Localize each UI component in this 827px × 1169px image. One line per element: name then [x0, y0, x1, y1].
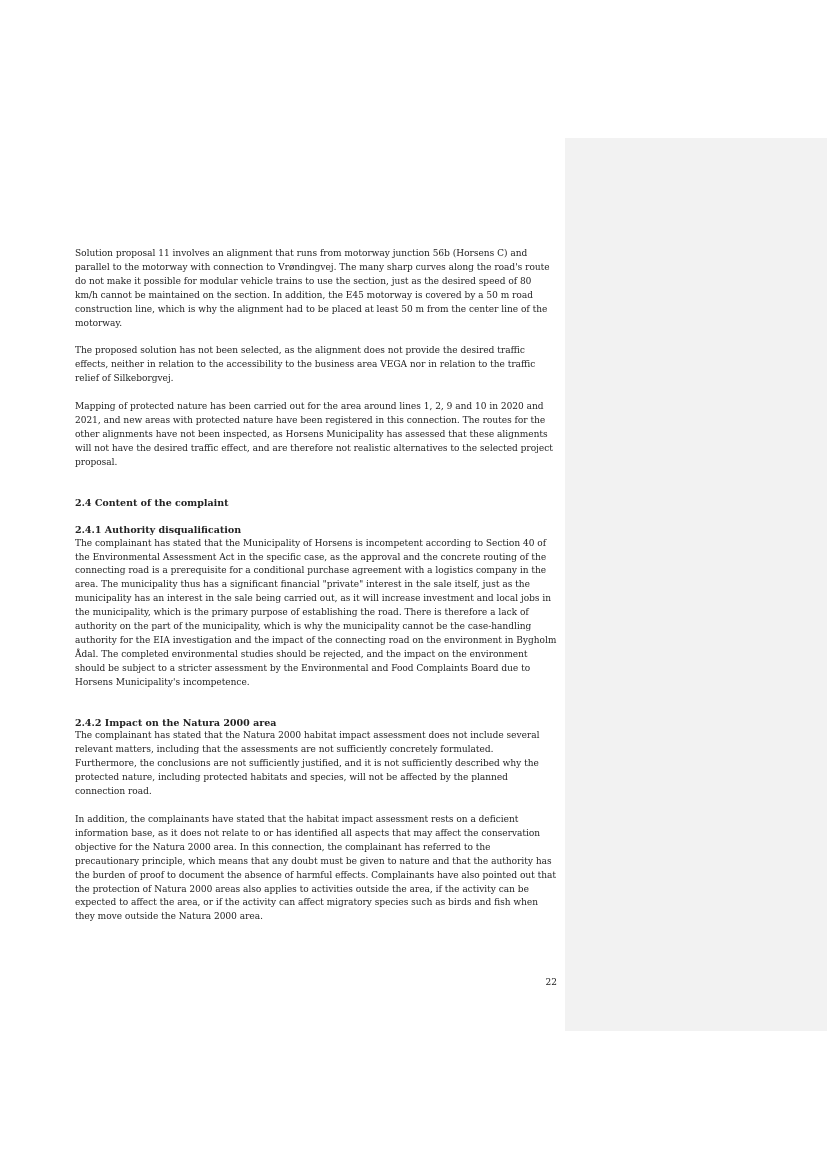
paragraph: Mapping of protected nature has been carried out for the area around lines 1, 2, 9 and 10 in 2020 and 2021, and new areas with protected nature have been registered in this connection. The routes for the other alignments have not been inspected, as Horsens Municipality has assessed that these alignments will not have the desired traffic effect, and are therefore not realistic alternatives to the selected project proposal.: [75, 402, 553, 468]
subsection-heading: 2.4.2 Impact on the Natura 2000 area: [75, 717, 277, 729]
paragraph: Solution proposal 11 involves an alignment that runs from motorway junction 56b (Horsens C) and parallel to the motorway with connection to Vrøndingvej. The many sharp curves along the road's route do not make it possible for modular vehicle trains to use the section, just as the desired speed of 80 km/h cannot be maintained on the section. In addition, the E45 motorway is covered by a 50 m road construction line, which is why the alignment had to be placed at least 50 m from the center line of the motorway.: [75, 249, 550, 329]
page-number: 22: [545, 978, 557, 988]
paragraph: In addition, the complainants have stated that the habitat impact assessment rests on a deficient information base, as it does not relate to or has identified all aspects that may affect the conservation objective for the Natura 2000 area. In this connection, the complainant has referred to the precautionary principle, which means that any doubt must be given to nature and that the authority has the burden of proof to document the absence of harmful effects. Complainants have also pointed out that the protection of Natura 2000 areas also applies to activities outside the area, if the activity can be expected to affect the area, or if the activity can affect migratory species such as birds and fish when they move outside the Natura 2000 area.: [75, 815, 557, 923]
subsection-heading: 2.4.1 Authority disqualification: [75, 524, 242, 536]
paragraph: The complainant has stated that the Natura 2000 habitat impact assessment does not include several relevant matters, including that the assessments are not sufficiently concretely formulated. Furthermore, the conclusions are not sufficiently justified, and it is not sufficiently described why the protected nature, including protected habitats and species, will not be affected by the planned connection road.: [75, 731, 540, 798]
document-body: [75, 248, 557, 939]
paragraph: The proposed solution has not been selected, as the alignment does not provide the desired traffic effects, neither in relation to the accessibility to the business area VEGA nor in relation to the traffic relief of Silkeborgvej.: [75, 346, 536, 385]
paragraph: The complainant has stated that the Municipality of Horsens is incompetent according to Section 40 of the Environmental Assessment Act in the specific case, as the approval and the concrete routing of the connecting road is a prerequisite for a conditional purchase agreement with a logistics company in the area. The municipality thus has a significant financial "private" interest in the sale itself, just as the municipality has an interest in the sale being carried out, as it will increase investment and local jobs in the municipality, which is the primary purpose of establishing the road. There is therefore a lack of authority on the part of the municipality, which is why the municipality cannot be the case-handling authority for the EIA investigation and the impact of the connecting road on the environment in Bygholm Ådal. The completed environmental studies should be rejected, and the impact on the environment should be subject to a stricter assessment by the Environmental and Food Complaints Board due to Horsens Municipality's incompetence.: [75, 538, 557, 688]
comment-pane: [565, 138, 827, 1031]
section-heading: 2.4 Content of the complaint: [75, 497, 229, 509]
